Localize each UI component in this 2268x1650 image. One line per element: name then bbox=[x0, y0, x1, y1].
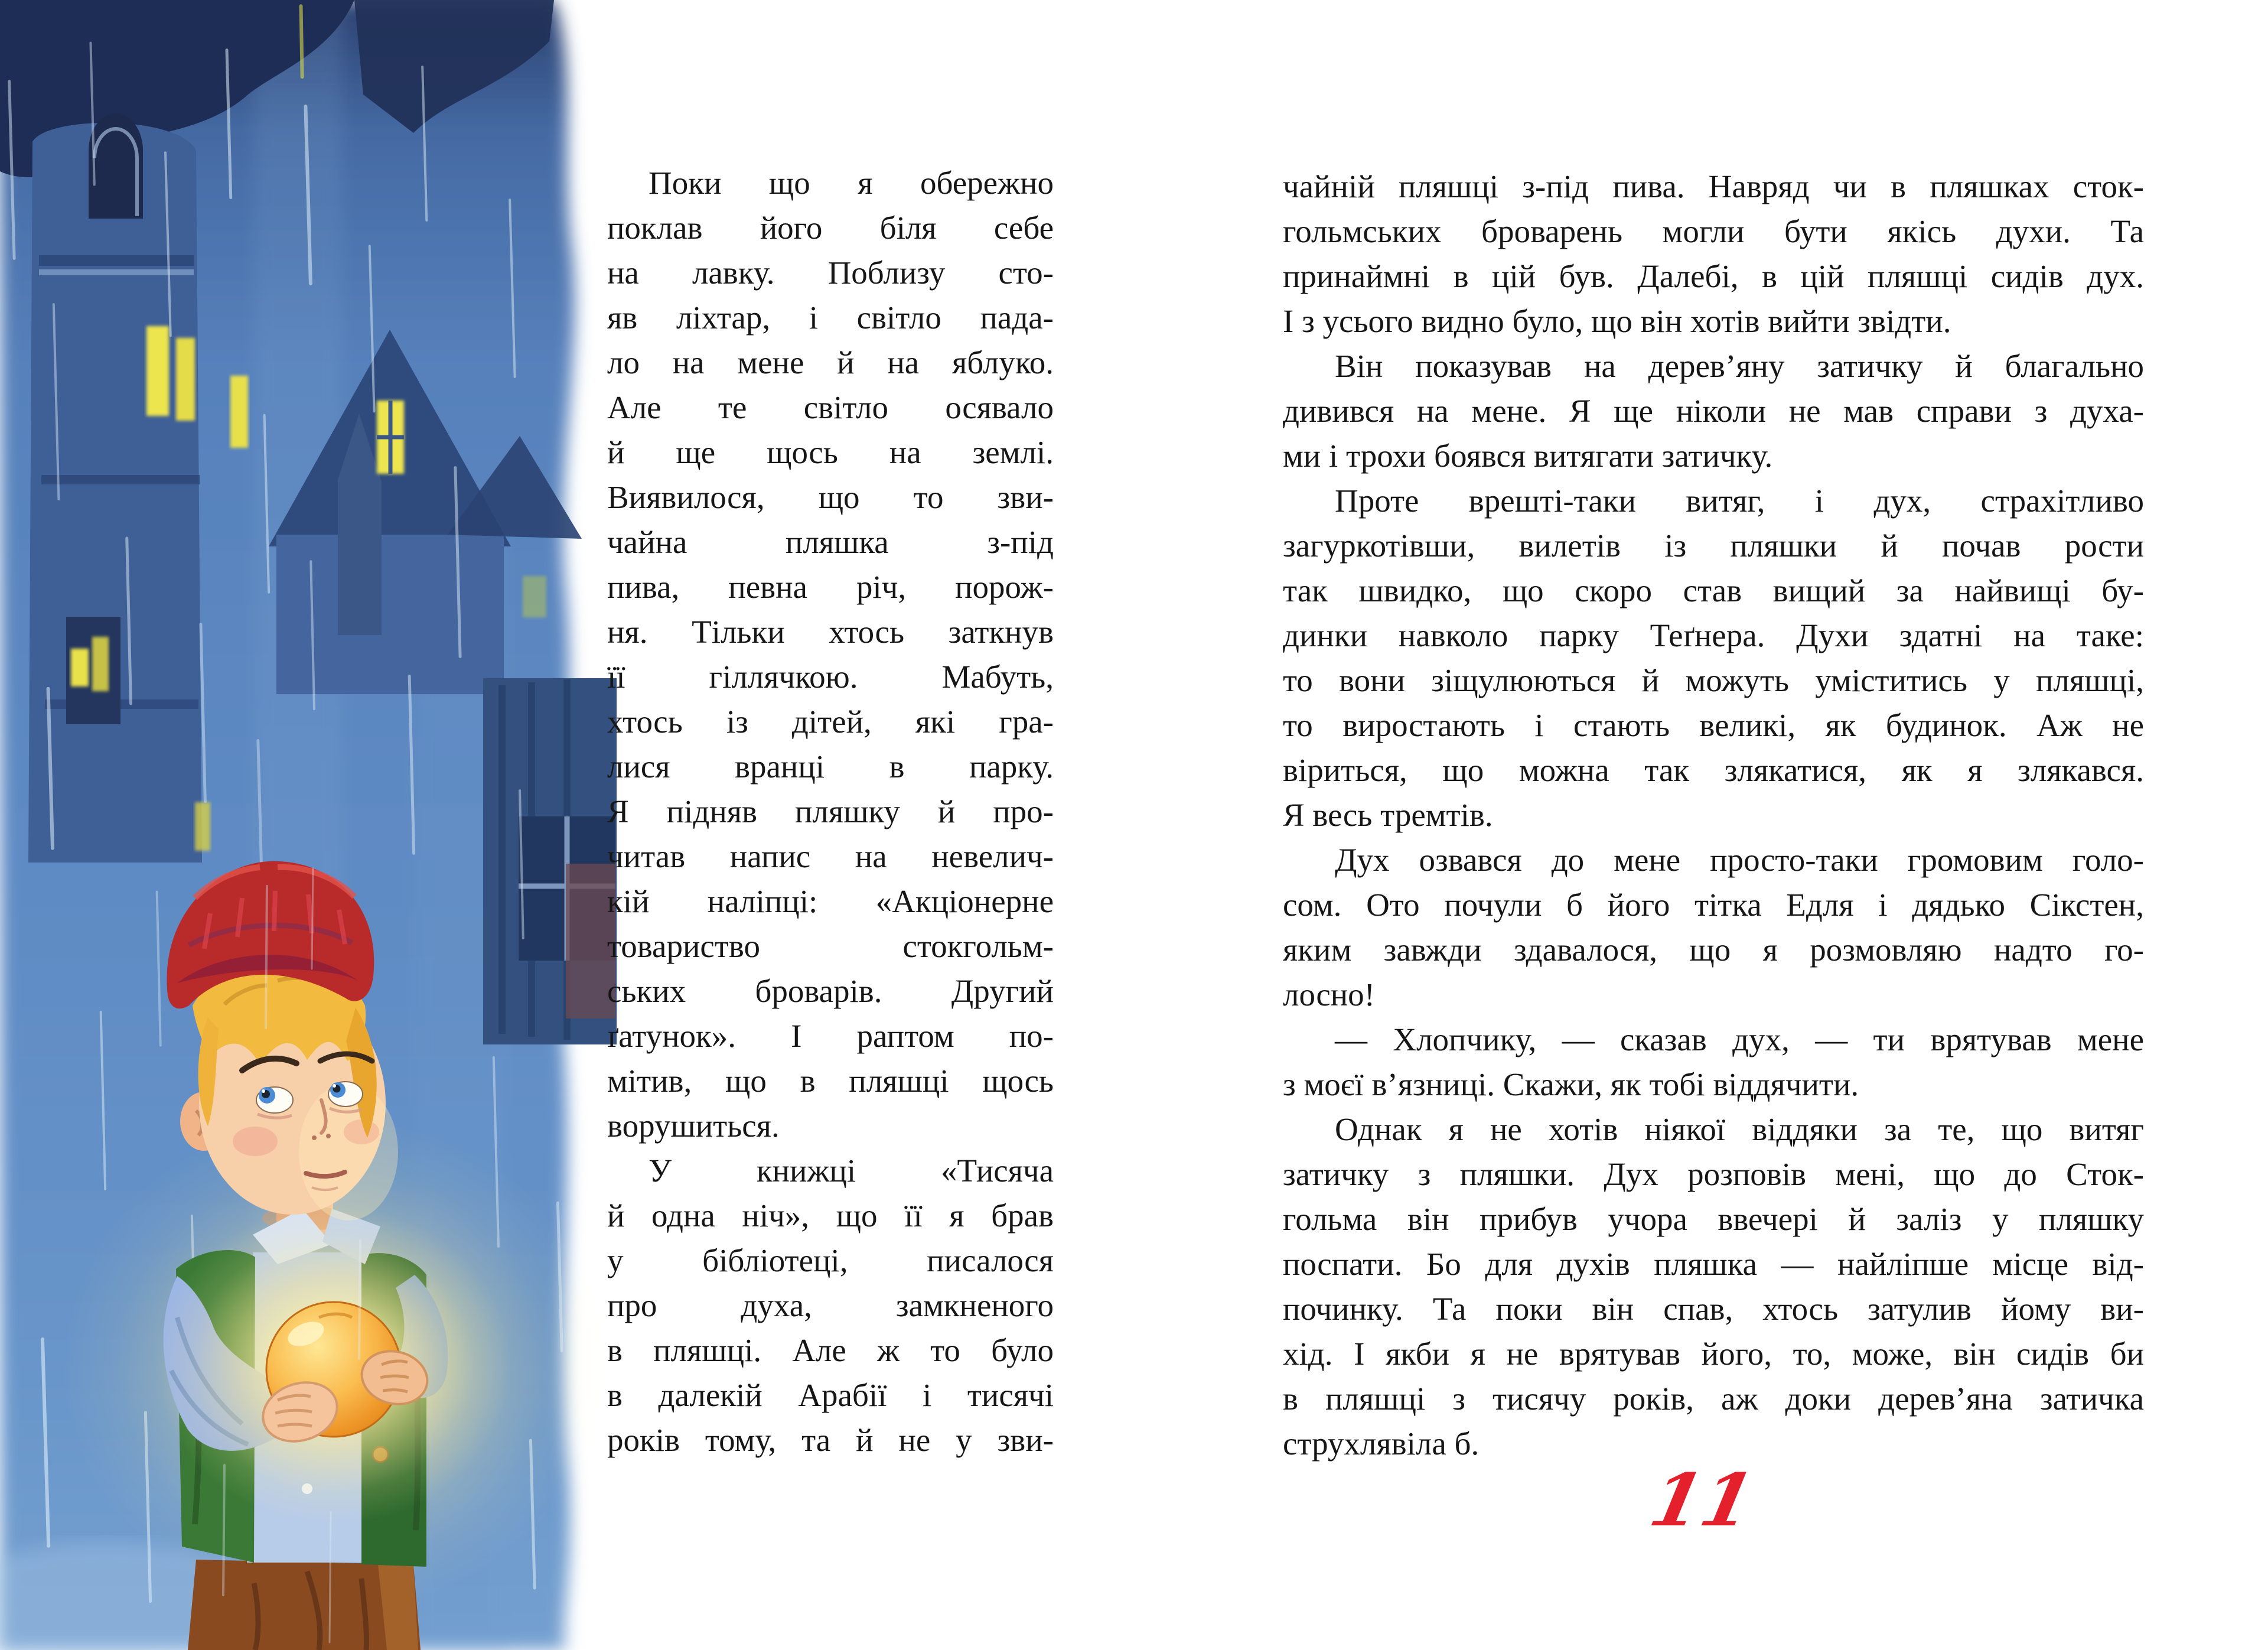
text-line: Однак я не хотів ніякої віддяки за те, що витяг bbox=[1335, 1111, 2144, 1147]
text-line: ворушиться. bbox=[607, 1108, 780, 1144]
text-line: в пляшці. Але ж то було bbox=[607, 1332, 1054, 1368]
text-line: струхлявіла б. bbox=[1283, 1426, 1480, 1462]
text-line: Я весь тремтів. bbox=[1283, 797, 1493, 833]
text-line: так швидко, що скоро став вищий за найвищі бу- bbox=[1283, 572, 2144, 608]
right-page-text-column bbox=[1283, 164, 2144, 1466]
text-line: з моєї в’язниці. Скажи, як тобі віддячити. bbox=[1283, 1066, 1859, 1102]
text-line: яв ліхтар, і світло пада- bbox=[607, 300, 1054, 336]
text-line: дивився на мене. Я ще ніколи не мав справи з духа- bbox=[1283, 393, 2144, 429]
text-line: Поки що я обережно bbox=[649, 165, 1054, 201]
text-line: поклав його біля себе bbox=[607, 210, 1054, 246]
text-line: принаймні в цій був. Далебі, в цій пляшці сидів дух. bbox=[1283, 258, 2144, 294]
text-line: Він показував на дерев’яну затичку й благально bbox=[1335, 348, 2144, 384]
text-line: мітив, що в пляшці щось bbox=[607, 1063, 1054, 1099]
text-line: Виявилося, що то зви- bbox=[607, 479, 1054, 515]
text-line: й ще щось на землі. bbox=[607, 434, 1054, 470]
text-line: товариство стокгольм- bbox=[607, 928, 1054, 964]
text-line: Проте врешті-таки витяг, і дух, страхітливо bbox=[1335, 483, 2144, 519]
text-line: гольма він прибув учора ввечері й заліз у пляшку bbox=[1283, 1201, 2144, 1237]
text-line: про духа, замкненого bbox=[607, 1287, 1054, 1323]
text-line: віриться, що можна так злякатися, як я злякався. bbox=[1283, 752, 2144, 788]
text-line: в далекій Арабії і тисячі bbox=[607, 1377, 1054, 1413]
text-line: поспати. Бо для духів пляшка — найліпше місце від- bbox=[1283, 1246, 2144, 1282]
text-line: Я підняв пляшку й про- bbox=[607, 793, 1054, 829]
text-line: загуркотівши, вилетів із пляшки й почав рости bbox=[1283, 528, 2144, 564]
text-line: у бібліотеці, писалося bbox=[607, 1242, 1054, 1278]
text-line: лися вранці в парку. bbox=[607, 748, 1054, 785]
building-behind-boy bbox=[483, 678, 617, 1044]
text-line: ло на мене й на яблуко. bbox=[607, 344, 1054, 380]
text-line: яким завжди здавалося, що я розмовляю надто го- bbox=[1283, 932, 2144, 968]
text-line: й одна ніч», що її я брав bbox=[607, 1197, 1054, 1234]
text-line: гольмських броварень могли бути якісь духи. Та bbox=[1283, 213, 2144, 249]
text-line: хід. І якби я не врятував його, то, може, він сидів би bbox=[1283, 1336, 2144, 1372]
text-line: на лавку. Поблизу сто- bbox=[607, 255, 1054, 291]
page-number: 11 bbox=[1643, 1457, 1762, 1542]
text-line: динки навколо парку Теґнера. Духи здатні на таке: bbox=[1283, 617, 2144, 653]
text-line: лосно! bbox=[1283, 977, 1375, 1013]
text-line: ня. Тільки хтось заткнув bbox=[607, 614, 1054, 650]
text-line: ми і трохи боявся витягати затичку. bbox=[1283, 438, 1773, 474]
text-line: читав напис на невелич- bbox=[607, 838, 1054, 874]
text-line: в пляшці з тисячу років, аж доки дерев’яна затичка bbox=[1283, 1381, 2144, 1417]
left-page-text-column bbox=[607, 161, 1054, 1463]
text-line: — Хлопчику, — сказав дух, — ти врятував мене bbox=[1335, 1021, 2144, 1057]
text-line: чайній пляшці з-під пива. Навряд чи в пляшках сток- bbox=[1283, 168, 2144, 204]
text-line: то вони зіщулюються й можуть уміститись у пляшці, bbox=[1283, 662, 2144, 698]
text-line: І з усього видно було, що він хотів вийти звідти. bbox=[1283, 303, 1951, 339]
text-line: Але те світло осявало bbox=[607, 389, 1054, 425]
text-line: років тому, та й не у зви- bbox=[607, 1422, 1054, 1458]
text-line: ських броварів. Другий bbox=[607, 973, 1054, 1009]
text-line: пива, певна річ, порож- bbox=[607, 569, 1054, 605]
text-line: Дух озвався до мене просто-таки громовим голо- bbox=[1335, 842, 2144, 878]
text-line: її гіллячкою. Мабуть, bbox=[607, 659, 1054, 695]
text-line: починку. Та поки він спав, хтось затулив йому ви- bbox=[1283, 1291, 2144, 1327]
text-line: затичку з пляшки. Дух розповів мені, що до Сток- bbox=[1283, 1156, 2144, 1192]
text-line: чайна пляшка з-під bbox=[607, 524, 1054, 560]
text-line: кій наліпці: «Акціонерне bbox=[607, 883, 1054, 919]
text-line: сом. Ото почули б його тітка Едля і дядько Сікстен, bbox=[1283, 887, 2144, 923]
text-line: то виростають і стають великі, як будинок. Аж не bbox=[1283, 707, 2144, 743]
illustration-boy-in-rain bbox=[0, 0, 638, 1650]
text-line: хтось із дітей, які гра- bbox=[607, 704, 1054, 740]
text-line: У книжці «Тисяча bbox=[649, 1153, 1054, 1189]
text-line: ґатунок». І раптом по- bbox=[607, 1018, 1054, 1054]
